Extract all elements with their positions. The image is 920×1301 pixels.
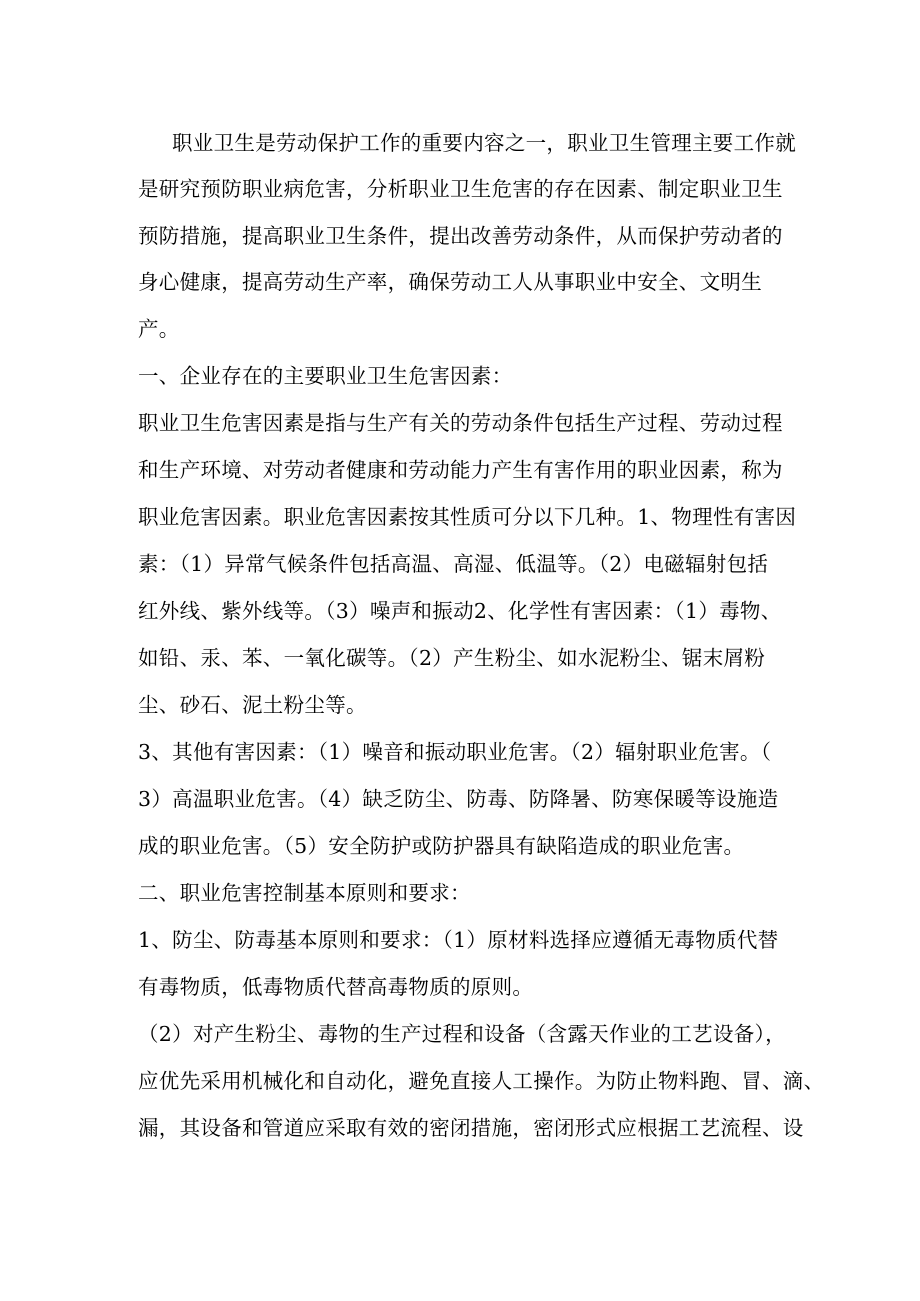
paragraph-hazards-line-3: 职业危害因素。职业危害因素按其性质可分以下几种。1、物理性有害因 [138, 505, 797, 529]
paragraph-intro-line-4: 身心健康，提高劳动生产率，确保劳动工人从事职业中安全、文明生 [138, 270, 762, 294]
paragraph-other-line-3: 成的职业危害。（5）安全防护或防护器具有缺陷造成的职业危害。 [138, 834, 745, 858]
paragraph-principles-line-1: 1、防尘、防毒基本原则和要求：（1）原材料选择应遵循无毒物质代替 [138, 928, 779, 952]
paragraph-hazards-line-1: 职业卫生危害因素是指与生产有关的劳动条件包括生产过程、劳动过程 [138, 411, 783, 435]
paragraph-hazards-line-5: 红外线、紫外线等。（3）噪声和振动2、化学性有害因素：（1）毒物、 [138, 599, 782, 623]
paragraph-hazards-line-6: 如铅、汞、苯、一氧化碳等。（2）产生粉尘、如水泥粉尘、锯末屑粉 [138, 646, 766, 670]
paragraph-intro-line-5: 产。 [138, 317, 180, 341]
paragraph-process-line-1: （2）对产生粉尘、毒物的生产过程和设备（含露天作业的工艺设备）， [138, 1022, 786, 1046]
paragraph-intro-line-3: 预防措施，提高职业卫生条件，提出改善劳动条件，从而保护劳动者的 [138, 224, 783, 248]
paragraph-intro-line-1: 职业卫生是劳动保护工作的重要内容之一，职业卫生管理主要工作就 [172, 131, 796, 155]
paragraph-other-line-1: 3、其他有害因素：（1）噪音和振动职业危害。（2）辐射职业危害。（ [138, 740, 772, 764]
paragraph-process-line-2: 应优先采用机械化和自动化，避免直接人工操作。为防止物料跑、冒、滴、 [138, 1069, 825, 1093]
paragraph-process-line-3: 漏，其设备和管道应采取有效的密闭措施，密闭形式应根据工艺流程、设 [138, 1116, 804, 1140]
paragraph-principles-line-2: 有毒物质，低毒物质代替高毒物质的原则。 [138, 975, 534, 999]
paragraph-hazards-line-7: 尘、砂石、泥土粉尘等。 [138, 693, 367, 717]
paragraph-intro-line-2: 是研究预防职业病危害，分析职业卫生危害的存在因素、制定职业卫生 [138, 177, 783, 201]
paragraph-hazards-line-4: 素：（1）异常气候条件包括高温、高湿、低温等。（2）电磁辐射包括 [138, 552, 769, 576]
section-heading-2: 二、职业危害控制基本原则和要求： [138, 881, 471, 905]
paragraph-hazards-line-2: 和生产环境、对劳动者健康和劳动能力产生有害作用的职业因素，称为 [138, 458, 783, 482]
section-heading-1: 一、企业存在的主要职业卫生危害因素： [138, 364, 513, 388]
paragraph-other-line-2: 3）高温职业危害。（4）缺乏防尘、防毒、防降暑、防寒保暖等设施造 [138, 787, 779, 811]
